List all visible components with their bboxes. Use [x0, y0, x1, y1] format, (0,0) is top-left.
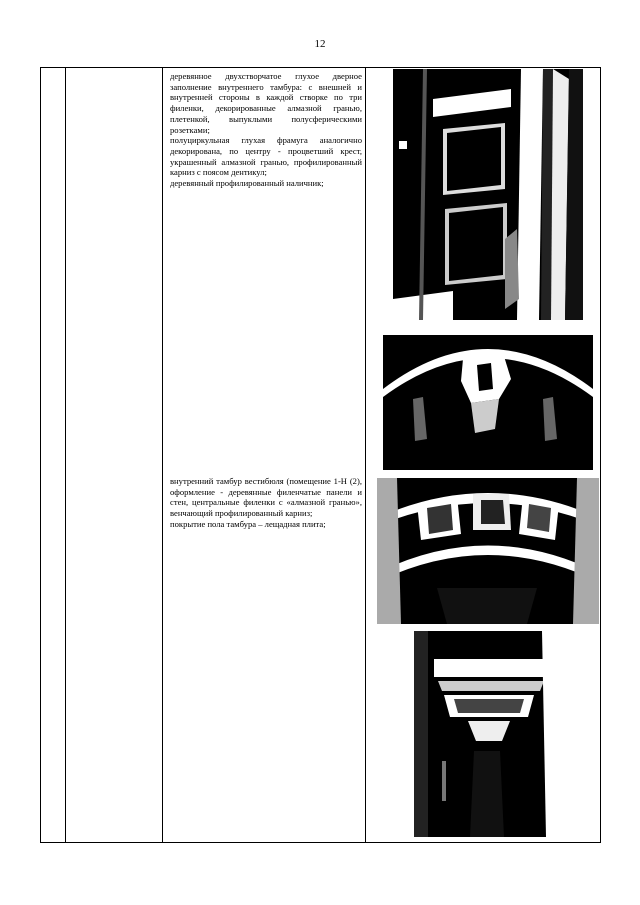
page-number: 12	[314, 38, 326, 50]
photo-door-leaf	[393, 69, 583, 320]
entry-line: полуциркульная глухая фрамуга аналогично декорирована, по центру - процветший крест, украшенный алмазной гранью, профилированный карниз с поясом дентикул;	[170, 135, 362, 178]
entry-line: деревянное двухстворчатое глухое дверное заполнение внутреннего тамбура: с внешней и внутренней стороны в каждой створке по три филенки, декорированные алмазной гранью, плетенкой, выпуклыми полусферическими розетками;	[170, 71, 362, 135]
photo-transom-arch	[383, 329, 593, 470]
photo-vestibule-cornice	[377, 478, 599, 624]
description-table	[40, 67, 601, 843]
entry-line: внутренний тамбур вестибюля (помещение 1-Н (2), оформление - деревянные филенчатые панели и стен, центральные филенки с «алмазной гранью», венчающий профилированный карниз;	[170, 476, 362, 519]
entry-line: деревянный профилированный наличник;	[170, 178, 324, 189]
entry-line: покрытие пола тамбура – лещадная плита;	[170, 518, 326, 529]
photo-vestibule-floor	[414, 631, 561, 837]
column-divider-2	[162, 68, 163, 842]
column-divider-3	[365, 68, 366, 842]
column-divider-1	[65, 68, 66, 842]
entry-text-door	[170, 71, 362, 189]
entry-text-vestibule	[170, 476, 362, 530]
